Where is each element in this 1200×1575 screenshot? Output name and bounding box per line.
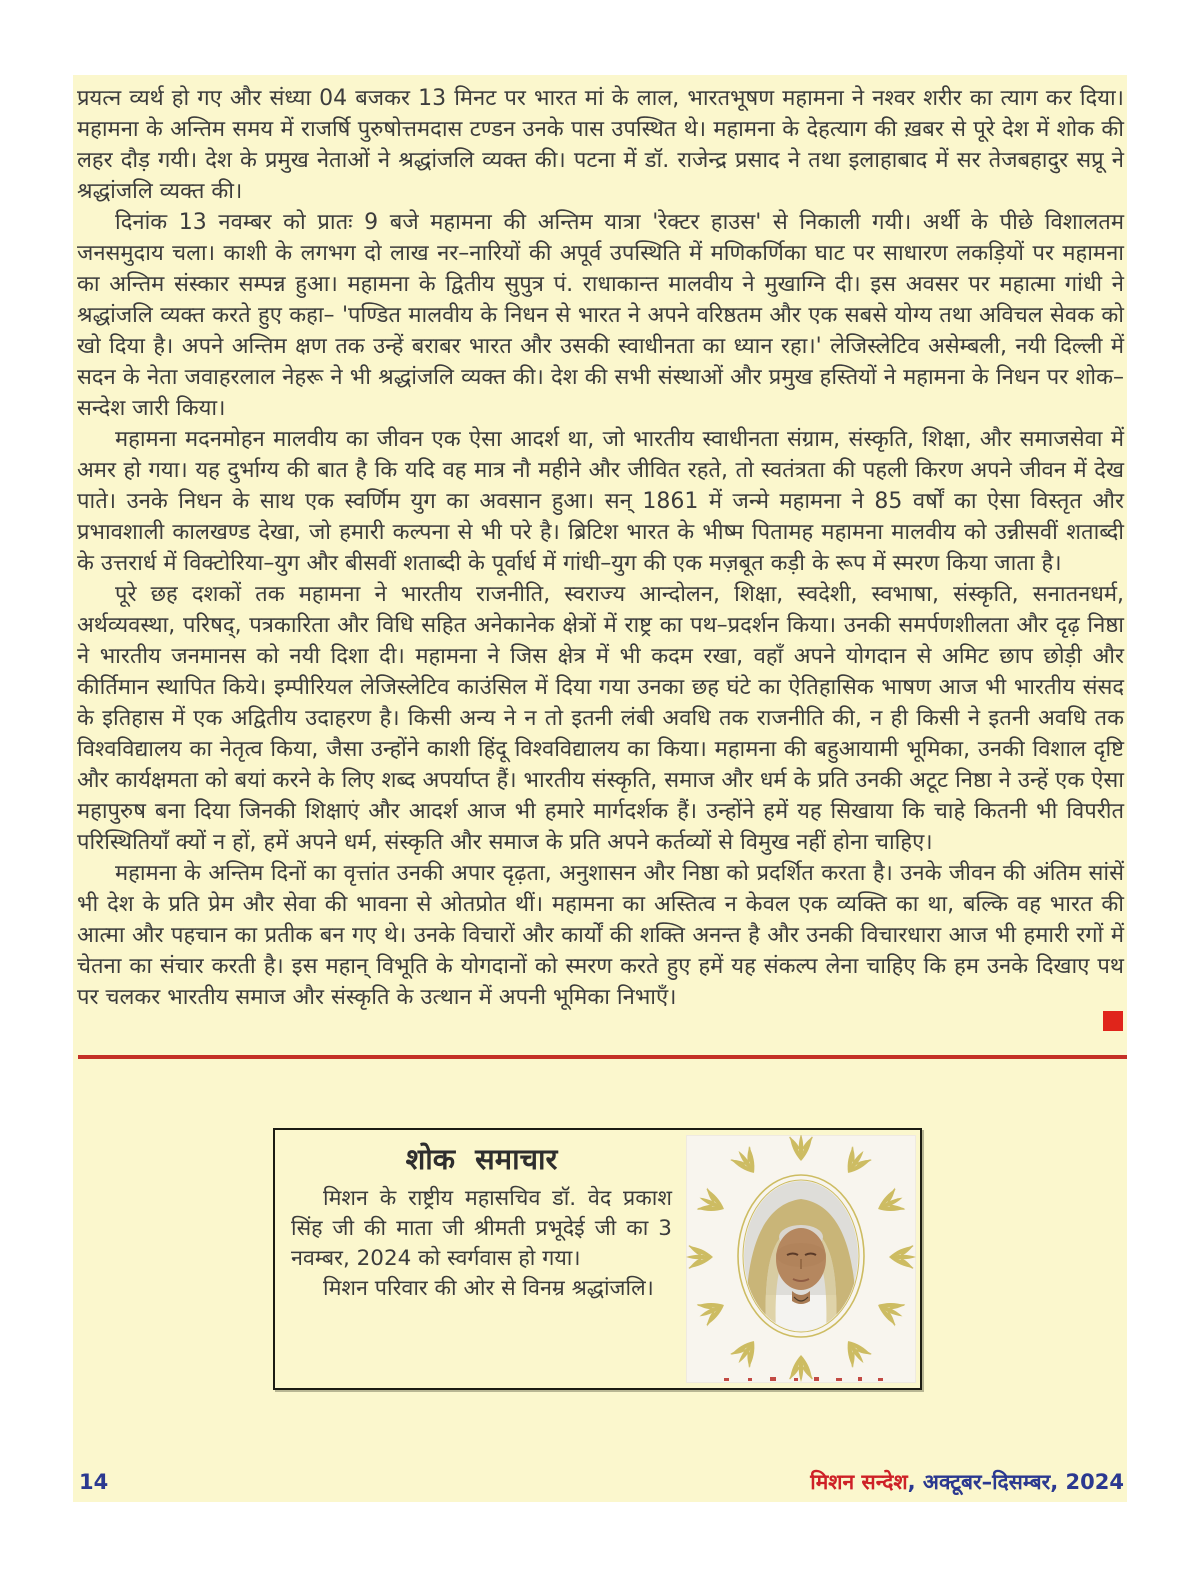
article-paragraph: प्रयत्न व्यर्थ हो गए और संध्या 04 बजकर 13 मिनट पर भारत मां के लाल, भारतभूषण महामना ने नश्वर शरीर का त्याग कर दिया। महामना के अन्तिम समय में राजर्षि पुरुषोत्तमदास टण्डन उनके पास उपस्थित थे। महामना के देहत्याग की ख़बर से पूरे देश में शोक की लहर दौड़ गयी। देश के प्रमुख नेताओं ने श्रद्धांजलि व्यक्त की। पटना में डॉ. राजेन्द्र प्रसाद ने तथा इलाहाबाद में सर तेजबहादुर सप्रू ने श्रद्धांजलि व्यक्त की। — [77, 86, 1124, 204]
magazine-page — [73, 75, 1127, 1502]
end-of-article-marker — [1103, 1011, 1123, 1031]
obituary-paragraph: मिशन परिवार की ओर से विनम्र श्रद्धांजलि। — [323, 1276, 654, 1301]
journal-issue-line — [810, 1468, 1124, 1496]
portrait-photo — [686, 1135, 916, 1383]
article-paragraph: दिनांक 13 नवम्बर को प्रातः 9 बजे महामना की अन्तिम यात्रा 'रेक्टर हाउस' से निकाली गयी। अर्थी के पीछे विशालतम जनसमुदाय चला। काशी के लगभग दो लाख नर–नारियों की अपूर्व उपस्थिति में मणिकर्णिका घाट पर साधारण लकड़ियों पर महामना का अन्तिम संस्कार सम्पन्न हुआ। महामना के द्वितीय सुपुत्र पं. राधाकान्त मालवीय ने मुखाग्नि दी। इस अवसर पर महात्मा गांधी ने श्रद्धांजलि व्यक्त करते हुए कहा– 'पण्डित मालवीय के निधन से भारत ने अपने वरिष्ठतम और एक सबसे योग्य तथा अविचल सेवक को खो दिया है। अपने अन्तिम क्षण तक उन्हें बराबर भारत और उसकी स्वाधीनता का ध्यान रहा।' लेजिस्लेटिव असेम्बली, नयी दिल्ली में सदन के नेता जवाहरलाल नेहरू ने भी श्रद्धांजलि व्यक्त की। देश की सभी संस्थाओं और प्रमुख हस्तियों ने महामना के निधन पर शोक–सन्देश जारी किया। — [77, 210, 1124, 421]
article-paragraph: महामना के अन्तिम दिनों का वृत्तांत उनकी अपार दृढ़ता, अनुशासन और निष्ठा को प्रदर्शित करता है। उनके जीवन की अंतिम सांसें भी देश के प्रति प्रेम और सेवा की भावना से ओतप्रोत थीं। महामना का अस्तित्व न केवल एक व्यक्ति का था, बल्कि वह भारत की आत्मा और पहचान का प्रतीक बन गए थे। उनके विचारों और कार्यों की शक्ति अनन्त है और उनकी विचारधारा आज भी हमारी रगों में चेतना का संचार करती है। इस महान् विभूति के योगदानों को स्मरण करते हुए हमें यह संकल्प लेना चाहिए कि हम उनके दिखाए पथ पर चलकर भारतीय समाज और संस्कृति के उत्थान में अपनी भूमिका निभाएँ। — [77, 861, 1124, 1010]
page-footer — [79, 1468, 1124, 1496]
obituary-paragraph: मिशन के राष्ट्रीय महासचिव डॉ. वेद प्रकाश सिंह जी की माता जी श्रीमती प्रभूदेई जी का 3 नवम्बर, 2024 को स्वर्गवास हो गया। — [291, 1186, 672, 1271]
obituary-text — [275, 1130, 678, 1388]
section-divider-rule — [78, 1055, 1127, 1059]
journal-name: मिशन सन्देश — [810, 1470, 908, 1494]
obituary-title: शोक समाचार — [405, 1142, 558, 1176]
article-paragraph: पूरे छह दशकों तक महामना ने भारतीय राजनीति, स्वराज्य आन्दोलन, शिक्षा, स्वदेशी, स्वभाषा, संस्कृति, सनातनधर्म, अर्थव्यवस्था, परिषद्, पत्रकारिता और विधि सहित अनेकानेक क्षेत्रों में राष्ट्र का पथ–प्रदर्शन किया। उनकी समर्पणशीलता और दृढ़ निष्ठा ने भारतीय जनमानस को नयी दिशा दी। महामना ने जिस क्षेत्र में भी कदम रखा, वहाँ अपने योगदान से अमिट छाप छोड़ी और कीर्तिमान स्थापित किये। इम्पीरियल लेजिस्लेटिव काउंसिल में दिया गया उनका छह घंटे का ऐतिहासिक भाषण आज भी भारतीय संसद के इतिहास में एक अद्वितीय उदाहरण है। किसी अन्य ने न तो इतनी लंबी अवधि तक राजनीति की, न ही किसी ने इतनी अवधि तक विश्वविद्यालय का नेतृत्व किया, जैसा उन्होंने काशी हिंदू विश्वविद्यालय का किया। महामना की बहुआयामी भूमिका, उनकी विशाल दृष्टि और कार्यक्षमता को बयां करने के लिए शब्द अपर्याप्त हैं। भारतीय संस्कृति, समाज और धर्म के प्रति उनकी अटूट निष्ठा ने उन्हें एक ऐसा महापुरुष बना दिया जिनकी शिक्षाएं और आदर्श आज भी हमारे मार्गदर्शक हैं। उन्होंने हमें यह सिखाया कि चाहे कितनी भी विपरीत परिस्थितियाँ क्यों न हों, हमें अपने धर्म, संस्कृति और समाज के प्रति अपने कर्तव्यों से विमुख नहीं होना चाहिए। — [77, 582, 1124, 855]
article-body — [77, 83, 1124, 1013]
page-number: 14 — [79, 1470, 109, 1494]
article-paragraph: महामना मदनमोहन मालवीय का जीवन एक ऐसा आदर्श था, जो भारतीय स्वाधीनता संग्राम, संस्कृति, शिक्षा, और समाजसेवा में अमर हो गया। यह दुर्भाग्य की बात है कि यदि वह मात्र नौ महीने और जीवित रहते, तो स्वतंत्रता की पहली किरण अपने जीवन में देख पाते। उनके निधन के साथ एक स्वर्णिम युग का अवसान हुआ। सन् 1861 में जन्मे महामना ने 85 वर्षों का ऐसा विस्तृत और प्रभावशाली कालखण्ड देखा, जो हमारी कल्पना से भी परे है। ब्रिटिश भारत के भीष्म पितामह महामना मालवीय को उन्नीसवीं शताब्दी के उत्तरार्ध में विक्टोरिया–युग और बीसवीं शताब्दी के पूर्वार्ध में गांधी–युग की एक मज़बूत कड़ी के रूप में स्मरण किया जाता है। — [77, 427, 1124, 576]
issue-date: , अक्टूबर–दिसम्बर, 2024 — [907, 1470, 1124, 1494]
obituary-box — [273, 1128, 922, 1390]
